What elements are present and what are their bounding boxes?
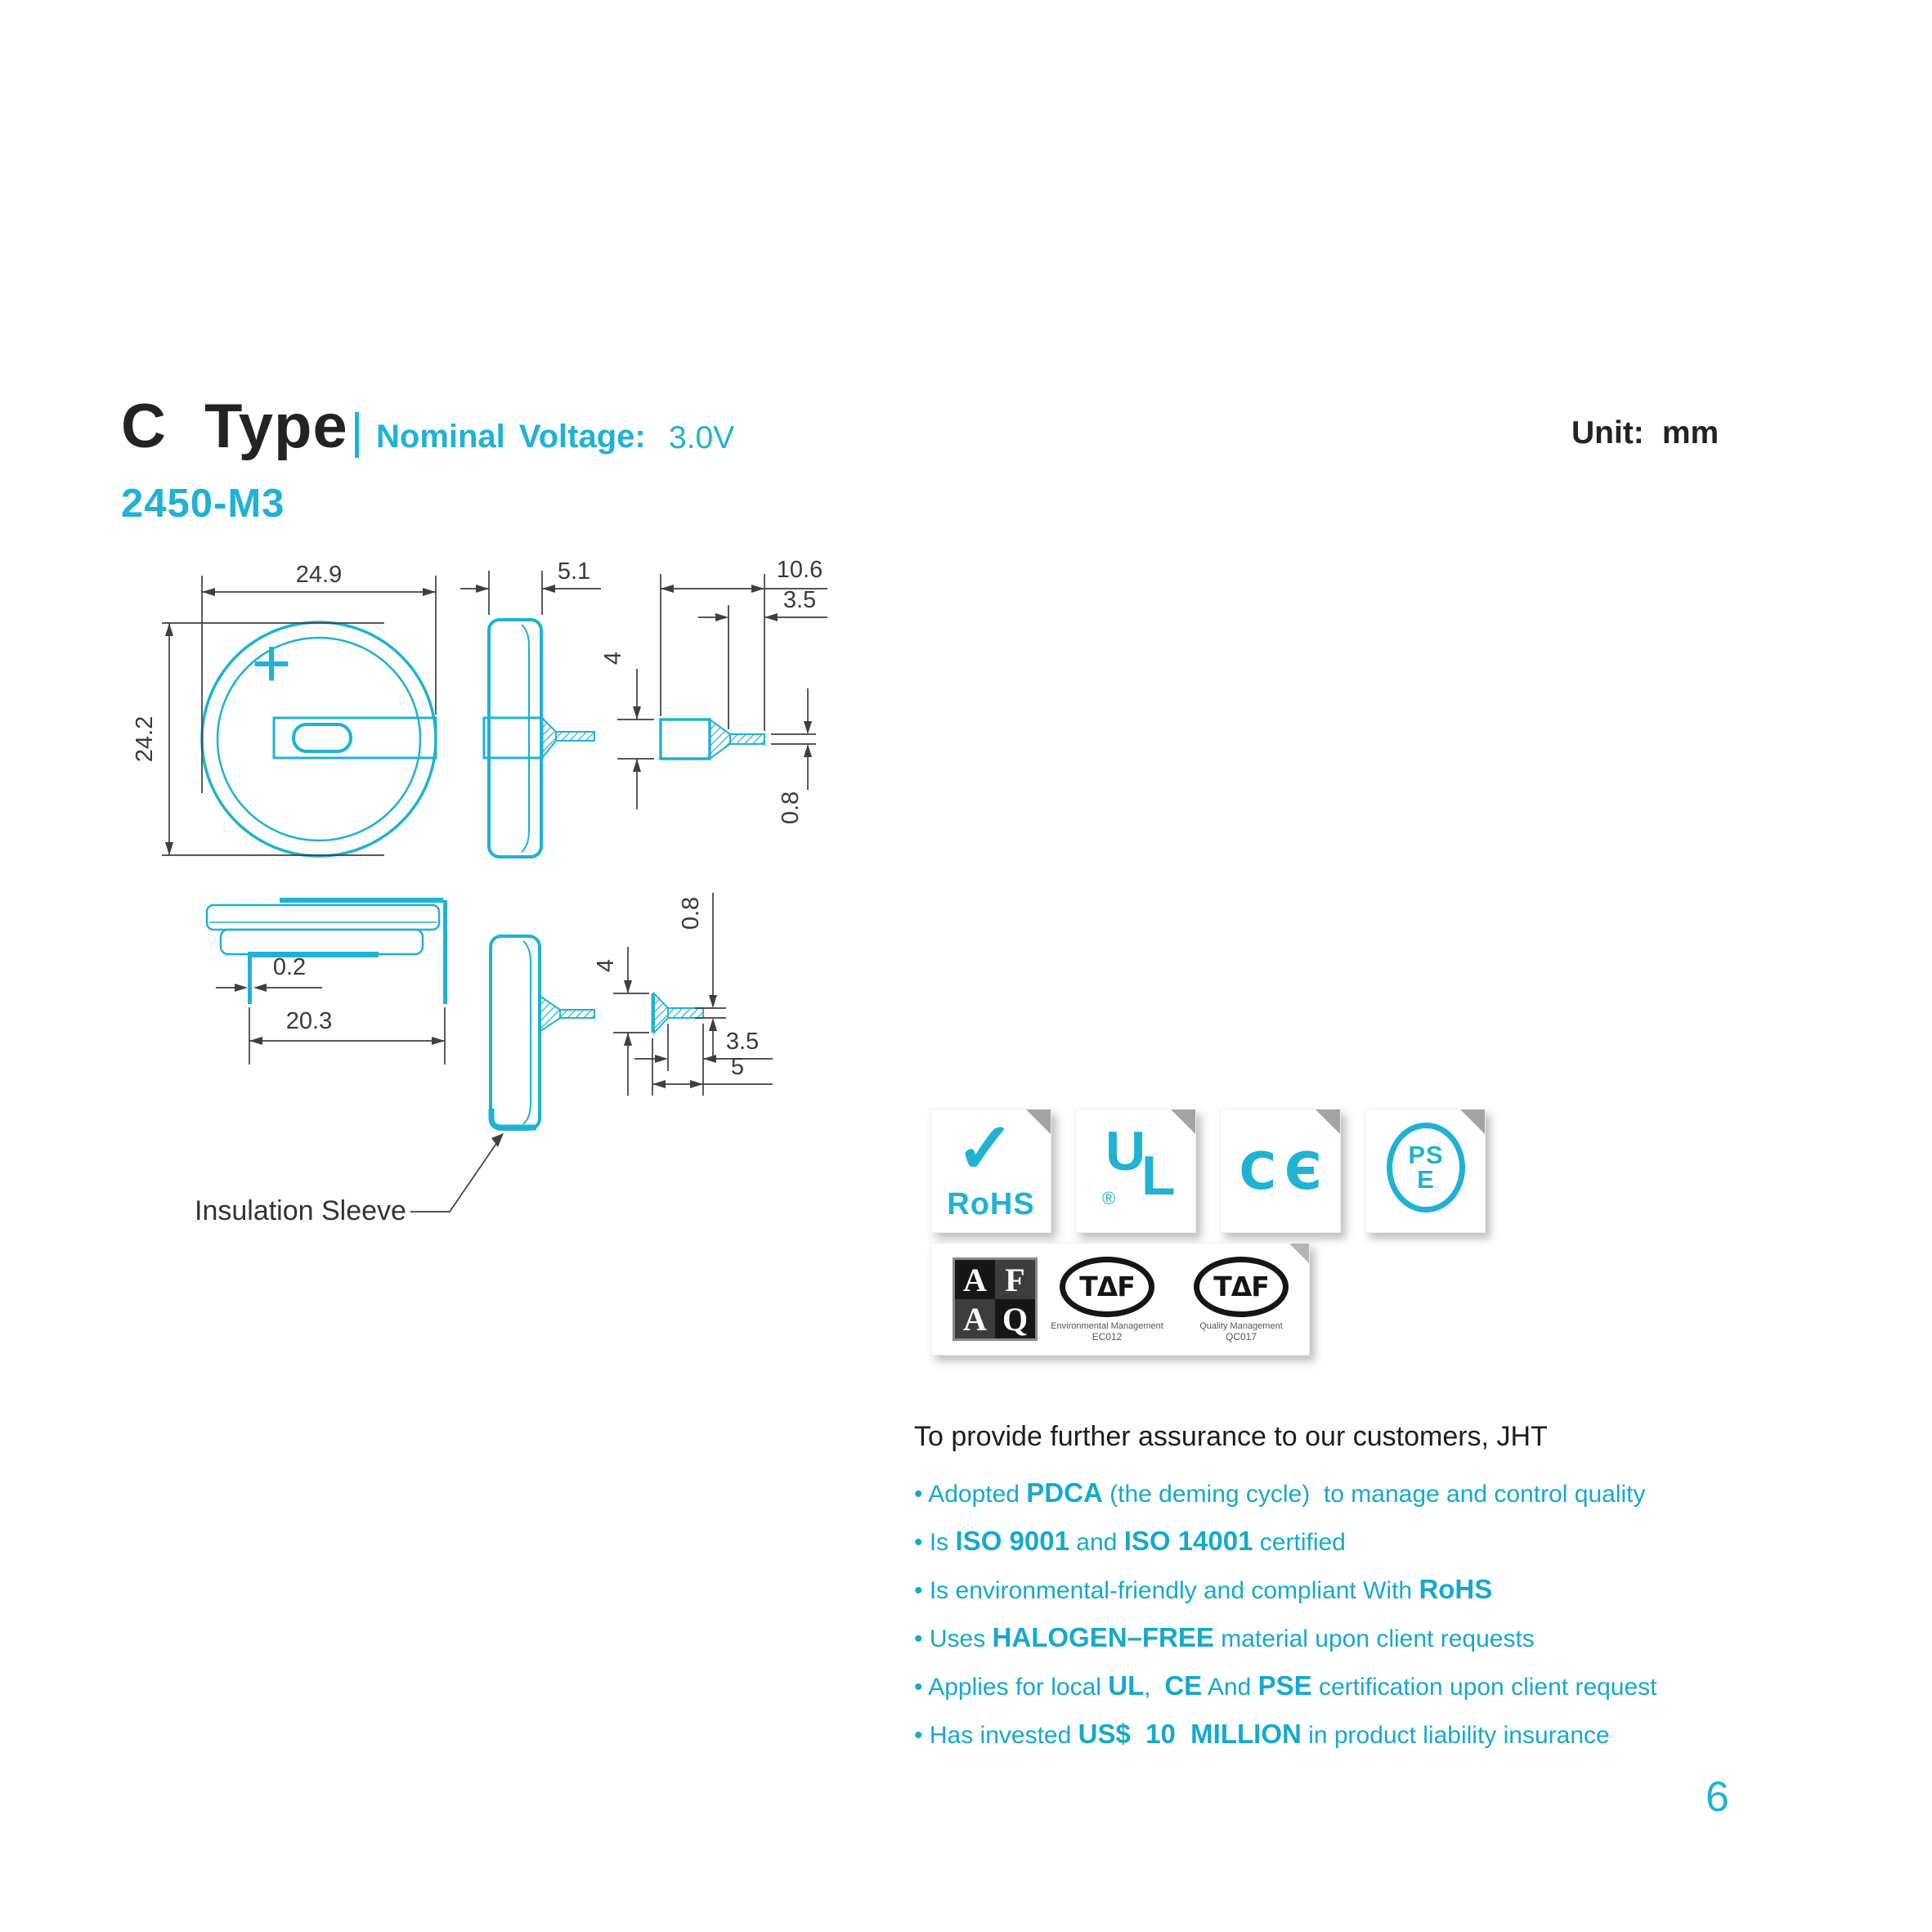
taf-label: TΔF xyxy=(1079,1271,1135,1302)
insulation-sleeve-callout xyxy=(195,1133,504,1226)
nominal-voltage-value: 3.0V xyxy=(669,420,735,455)
ce-logo xyxy=(1221,1109,1340,1232)
pse-logo-line2: E xyxy=(1417,1165,1435,1194)
ce-logo-c: C xyxy=(1239,1141,1276,1201)
pse-badge xyxy=(1365,1109,1486,1233)
svg-text:3.5: 3.5 xyxy=(725,1029,760,1055)
battery-side-view-sleeve xyxy=(491,936,594,1129)
battery-bottom-view xyxy=(207,898,447,1065)
svg-text:4: 4 xyxy=(600,651,626,666)
assurance-bullet-pdca xyxy=(914,1477,1863,1510)
text-segment: And xyxy=(1202,1674,1258,1701)
taf-quality-code: QC017 xyxy=(1225,1330,1257,1343)
svg-text:3.5: 3.5 xyxy=(782,587,817,613)
assurance-intro: To provide further assurance to our customers, JHT xyxy=(914,1421,1548,1452)
assurance-bullet-certifications xyxy=(914,1670,1863,1703)
dim-terminal-thickness xyxy=(771,688,816,824)
ul-logo-l: L xyxy=(1141,1145,1176,1207)
dim-terminal2-thickness xyxy=(678,893,726,1056)
text-segment: PSE xyxy=(1257,1670,1312,1701)
check-icon: ✓ xyxy=(956,1109,1015,1188)
terminal-detail-bottom xyxy=(593,893,773,1096)
text-segment: ISO 14001 xyxy=(1123,1526,1253,1556)
title-divider xyxy=(355,412,359,458)
svg-text:4: 4 xyxy=(593,958,619,973)
assurance-section xyxy=(914,1421,1863,1767)
card-fold-icon xyxy=(1460,1109,1485,1134)
card-fold-icon xyxy=(1171,1109,1195,1134)
text-segment: material upon client requests xyxy=(1213,1625,1535,1652)
page-title: C Type xyxy=(121,392,348,461)
pse-logo xyxy=(1387,1123,1465,1213)
afaq-letter: A xyxy=(955,1260,995,1299)
rohs-badge xyxy=(930,1109,1051,1233)
iso-badges-card xyxy=(930,1243,1310,1356)
svg-text:10.6: 10.6 xyxy=(776,557,823,583)
dimension-drawing xyxy=(123,523,875,1243)
svg-text:24.2: 24.2 xyxy=(132,715,158,763)
pse-logo-line1: PS xyxy=(1408,1141,1444,1169)
text-segment: HALOGEN–FREE xyxy=(992,1622,1214,1652)
afaq-letter: F xyxy=(995,1260,1035,1299)
afaq-letter: Q xyxy=(995,1299,1035,1338)
text-segment: RoHS xyxy=(1419,1574,1493,1604)
text-segment: certified xyxy=(1253,1529,1346,1556)
taf-env-code: EC012 xyxy=(1092,1330,1123,1343)
text-segment: certification upon client request xyxy=(1311,1674,1657,1701)
positive-terminal-mark: + xyxy=(251,625,292,702)
insulation-sleeve-label: Insulation Sleeve xyxy=(195,1195,406,1226)
svg-text:0.8: 0.8 xyxy=(778,791,804,825)
right-pin xyxy=(443,900,447,1004)
ce-logo-e: Є xyxy=(1284,1141,1322,1201)
text-segment: Adopted xyxy=(928,1481,1027,1508)
text-segment: Is environmental-friendly and compliant With xyxy=(929,1577,1419,1604)
text-segment: UL xyxy=(1108,1670,1145,1701)
svg-text:5.1: 5.1 xyxy=(557,558,591,585)
dim-terminal2-height xyxy=(593,947,649,1096)
tab-hole xyxy=(294,724,351,751)
text-segment: Has invested xyxy=(929,1722,1078,1749)
text-segment: Uses xyxy=(929,1625,993,1652)
ul-logo-u: U xyxy=(1105,1120,1146,1182)
svg-text:0.2: 0.2 xyxy=(272,954,307,980)
unit-value: mm xyxy=(1661,415,1719,451)
text-segment: and xyxy=(1069,1529,1124,1556)
leader-arrow xyxy=(491,1133,504,1147)
svg-text:24.9: 24.9 xyxy=(295,562,343,588)
ce-badge xyxy=(1220,1109,1341,1233)
battery-top-view xyxy=(132,562,436,856)
assurance-bullet-halogen xyxy=(914,1622,1863,1655)
taf-env-caption: Environmental Management xyxy=(1051,1320,1163,1331)
ul-badge xyxy=(1075,1109,1196,1233)
taf-oval-icon xyxy=(1194,1257,1289,1317)
afaq-letter: A xyxy=(955,1299,995,1338)
taf-label: TΔF xyxy=(1213,1271,1269,1302)
registered-mark: ® xyxy=(1102,1188,1116,1208)
text-segment: PDCA xyxy=(1026,1477,1103,1508)
assurance-bullet-insurance xyxy=(914,1719,1863,1751)
battery-side-view xyxy=(460,558,601,857)
dim-pin-offset xyxy=(216,954,322,992)
dim-thickness xyxy=(460,558,601,615)
left-pin xyxy=(248,952,252,1004)
page-number: 6 xyxy=(1706,1773,1729,1821)
terminal-detail-top xyxy=(600,557,827,824)
dim-pin-span xyxy=(249,1007,445,1065)
unit-indicator xyxy=(1571,415,1719,451)
text-segment: Applies for local xyxy=(928,1674,1109,1701)
assurance-bullet-iso xyxy=(914,1526,1863,1558)
text-segment: CE xyxy=(1164,1670,1203,1701)
model-number: 2450-M3 xyxy=(121,482,285,526)
svg-text:20.3: 20.3 xyxy=(285,1008,333,1034)
taf-environmental-logo xyxy=(1042,1257,1172,1343)
assurance-bullet-rohs xyxy=(914,1574,1863,1607)
svg-text:5: 5 xyxy=(730,1054,745,1080)
text-segment: , xyxy=(1144,1674,1165,1701)
text-segment: (the deming cycle) to manage and control quality xyxy=(1102,1481,1646,1508)
taf-quality-logo xyxy=(1177,1257,1306,1343)
text-segment: Is xyxy=(929,1529,956,1556)
text-segment: in product liability insurance xyxy=(1301,1722,1610,1749)
card-fold-icon xyxy=(1289,1244,1309,1263)
taf-oval-icon xyxy=(1060,1257,1154,1317)
card-fold-icon xyxy=(1026,1109,1051,1134)
svg-text:0.8: 0.8 xyxy=(678,896,704,930)
unit-label: Unit: xyxy=(1571,415,1644,451)
dim-terminal-height xyxy=(600,652,654,809)
rohs-label: RoHS xyxy=(947,1187,1035,1222)
dim-terminal-length xyxy=(661,557,827,731)
nominal-voltage-label: Nominal Voltage: xyxy=(376,419,646,455)
text-segment: ISO 9001 xyxy=(955,1526,1069,1556)
afaq-logo xyxy=(953,1257,1038,1341)
text-segment: US$ 10 MILLION xyxy=(1078,1719,1302,1749)
taf-quality-caption: Quality Management xyxy=(1199,1320,1283,1331)
